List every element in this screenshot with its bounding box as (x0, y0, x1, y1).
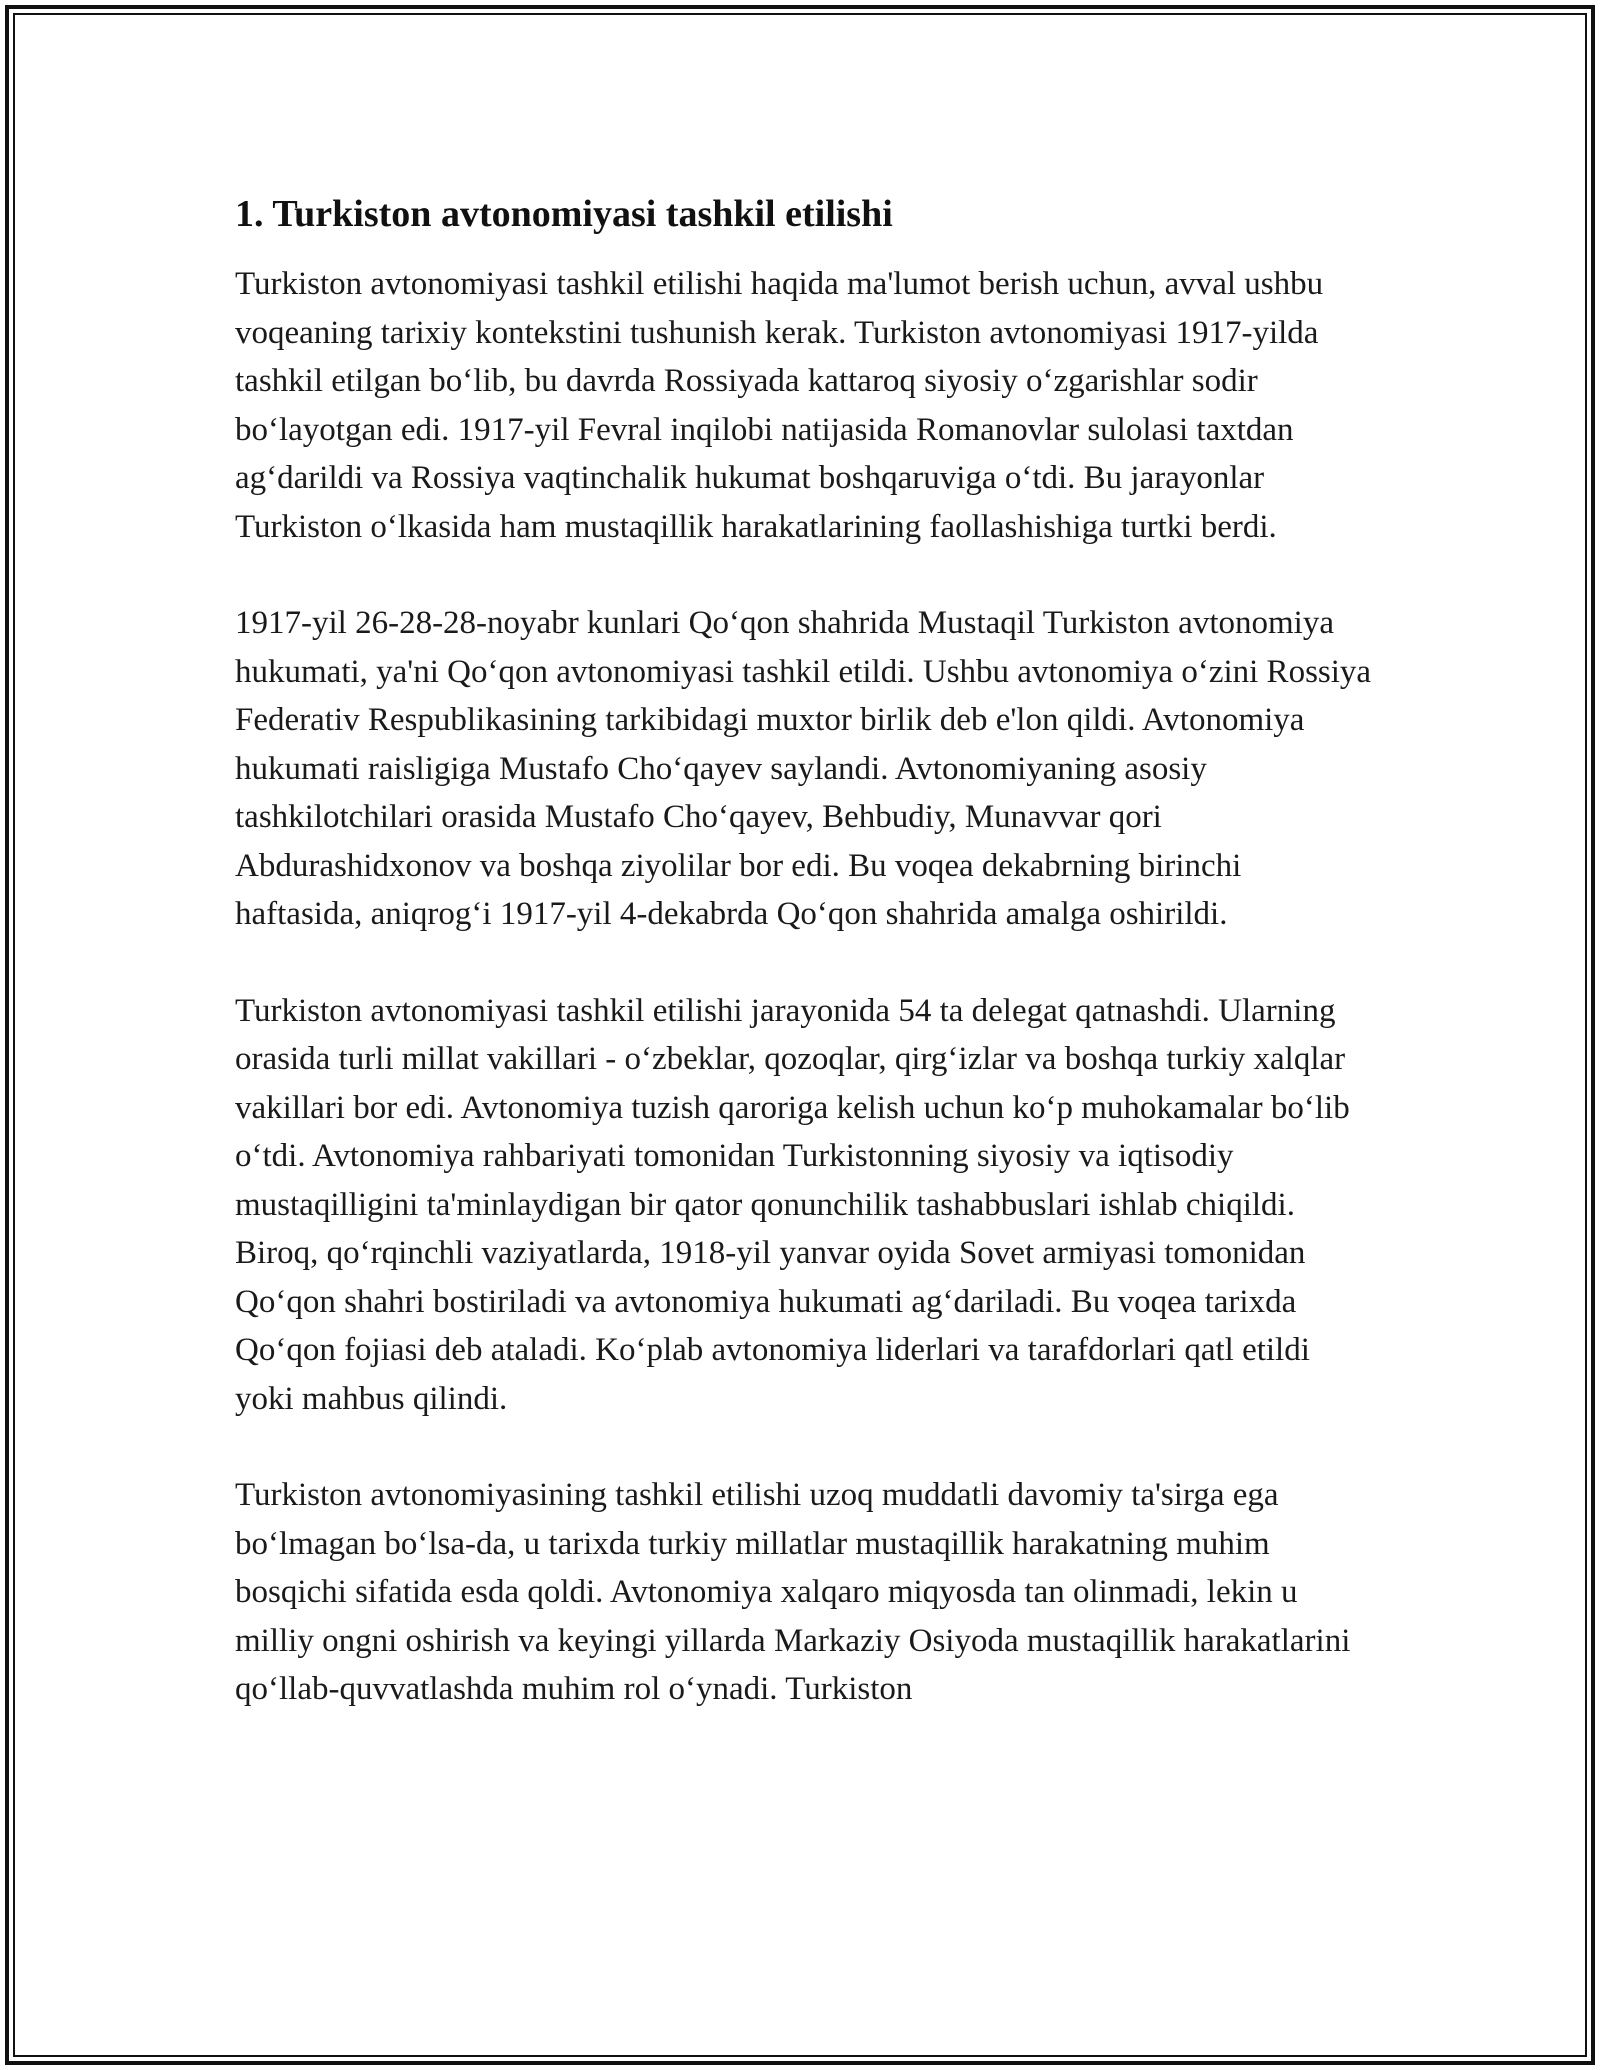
paragraph-2: 1917-yil 26-28-28-noyabr kunlari Qo‘qon shahrida Mustaqil Turkiston avtonomiya hukumati, ya'ni Qo‘qon avtonomiyasi tashkil etildi. Ushbu avtonomiya o‘zini Rossiya Federativ Respublikasining tarkibidagi muxtor birlik deb e'lon qildi. Avtonomiya hukumati raisligiga Mustafo Cho‘qayev saylandi. Avtonomiyaning asosiy tashkilotchilari orasida Mustafo Cho‘qayev, Behbudiy, Munavvar qori Abdurashidxonov va boshqa ziyolilar bor edi. Bu voqea dekabrning birinchi haftasida, aniqrog‘i 1917-yil 4-dekabrda Qo‘qon shahrida amalga oshirildi. (235, 605, 1372, 932)
section-heading: 1. Turkiston avtonomiyasi tashkil etilishi (235, 193, 893, 235)
paragraph-3: Turkiston avtonomiyasi tashkil etilishi jarayonida 54 ta delegat qatnashdi. Ularning orasida turli millat vakillari - o‘zbeklar, qozoqlar, qirg‘izlar va boshqa turkiy xalqlar vakillari bor edi. Avtonomiya tuzish qaroriga kelish uchun ko‘p muhokamalar bo‘lib o‘tdi. Avtonomiya rahbariyati tomonidan Turkistonning siyosiy va iqtisodiy mustaqilligini ta'minlaydigan bir qator qonunchilik tashabbuslari ishlab chiqildi. Biroq, qo‘rqinchli vaziyatlarda, 1918-yil yanvar oyida Sovet armiyasi tomonidan Qo‘qon shahri bostiriladi va avtonomiya hukumati ag‘dariladi. Bu voqea tarixda Qo‘qon fojiasi deb ataladi. Ko‘plab avtonomiya liderlari va tarafdorlari qatl etildi yoki mahbus qilindi. (235, 992, 1350, 1417)
paragraph-1: Turkiston avtonomiyasi tashkil etilishi haqida ma'lumot berish uchun, avval ushbu voqeaning tarixiy kontekstini tushunish kerak. Turkiston avtonomiyasi 1917-yilda tashkil etilgan bo‘lib, bu davrda Rossiyada kattaroq siyosiy o‘zgarishlar sodir bo‘layotgan edi. 1917-yil Fevral inqilobi natijasida Romanovlar sulolasi taxtdan ag‘darildi va Rossiya vaqtinchalik hukumat boshqaruviga o‘tdi. Bu jarayonlar Turkiston o‘lkasida ham mustaqillik harakatlarining faollashishiga turtki berdi. (235, 266, 1324, 545)
paragraph-4: Turkiston avtonomiyasining tashkil etilishi uzoq muddatli davomiy ta'sirga ega bo‘lmagan bo‘lsa-da, u tarixda turkiy millatlar mustaqillik harakatning muhim bosqichi sifatida esda qoldi. Avtonomiya xalqaro miqyosda tan olinmadi, lekin u milliy ongni oshirish va keyingi yillarda Markaziy Osiyoda mustaqillik harakatlarini qo‘llab-quvvatlashda muhim rol o‘ynadi. Turkiston (235, 1477, 1351, 1707)
document-body (235, 188, 1375, 1762)
